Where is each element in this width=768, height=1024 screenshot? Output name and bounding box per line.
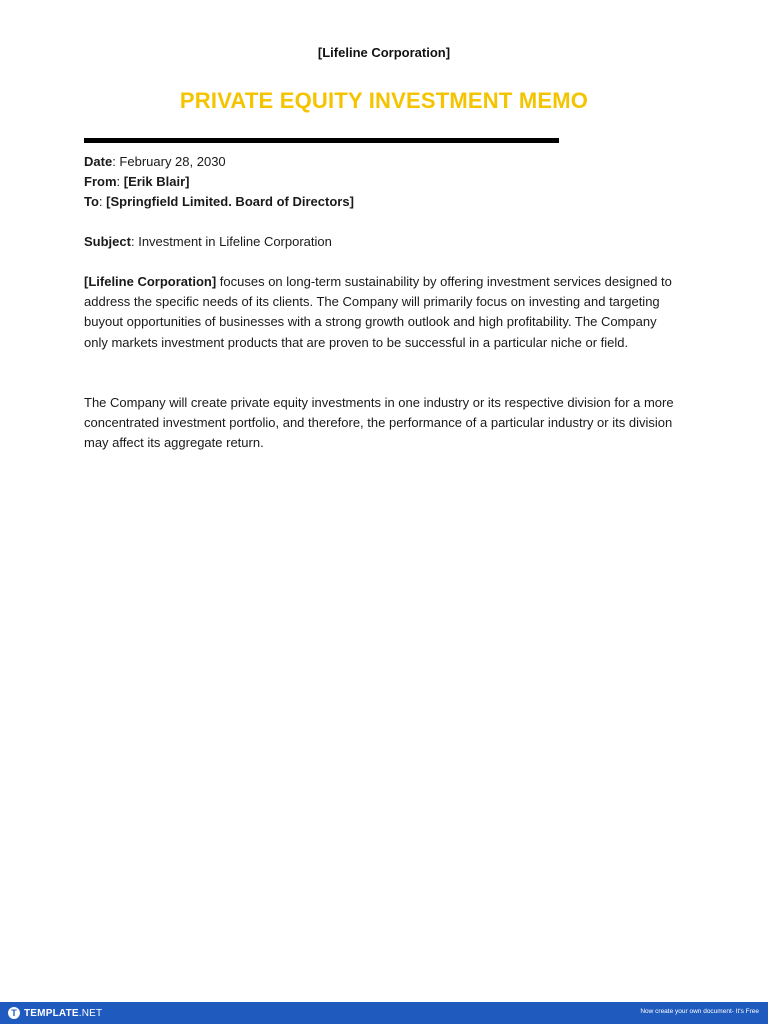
title-divider xyxy=(84,138,559,143)
to-label: To xyxy=(84,194,99,209)
from-line xyxy=(84,172,684,192)
to-line xyxy=(84,192,684,212)
to-value: [Springfield Limited. Board of Directors] xyxy=(106,194,354,209)
body-paragraph-1 xyxy=(84,272,684,353)
body-paragraph-2 xyxy=(84,393,684,454)
from-value: [Erik Blair] xyxy=(123,174,190,189)
logo-suffix-text: .NET xyxy=(78,1007,103,1019)
to-separator: : xyxy=(98,194,107,209)
date-line xyxy=(84,152,684,172)
footer-bar xyxy=(0,1002,768,1024)
from-label: From xyxy=(84,174,117,189)
date-separator: : xyxy=(112,154,120,169)
subject-line xyxy=(84,232,684,252)
paragraph-1-company: [Lifeline Corporation] xyxy=(84,274,217,289)
template-net-logo[interactable] xyxy=(8,1006,102,1020)
from-separator: : xyxy=(116,174,124,189)
date-label: Date xyxy=(84,154,113,169)
date-value: February 28, 2030 xyxy=(119,154,226,169)
memo-meta xyxy=(84,152,684,212)
paragraph-1-text: focuses on long-term sustainability by offering investment services designed to address the specific needs of its clients. The Company will primarily focus on investing and targeting buyout opportunities of businesses with a strong growth outlook and high profitability. The Company only markets investment products that are proven to be successful in a particular niche or field. xyxy=(84,274,672,350)
subject-separator: : xyxy=(130,234,139,249)
subject-label: Subject xyxy=(84,234,131,249)
template-logo-icon: T xyxy=(8,1007,20,1019)
paragraph-2-text: The Company will create private equity investments in one industry or its respective division for a more concentrated investment portfolio, and therefore, the performance of a particular industry or its division may affect its aggregate return. xyxy=(84,395,674,451)
company-header: [Lifeline Corporation] xyxy=(317,45,451,60)
logo-main-text: TEMPLATE xyxy=(24,1007,79,1019)
template-logo-text xyxy=(24,1008,102,1019)
memo-title: PRIVATE EQUITY INVESTMENT MEMO xyxy=(179,88,589,113)
footer-tagline-link[interactable]: Now create your own document- It's Free xyxy=(640,1008,759,1015)
subject-value: Investment in Lifeline Corporation xyxy=(138,234,332,249)
